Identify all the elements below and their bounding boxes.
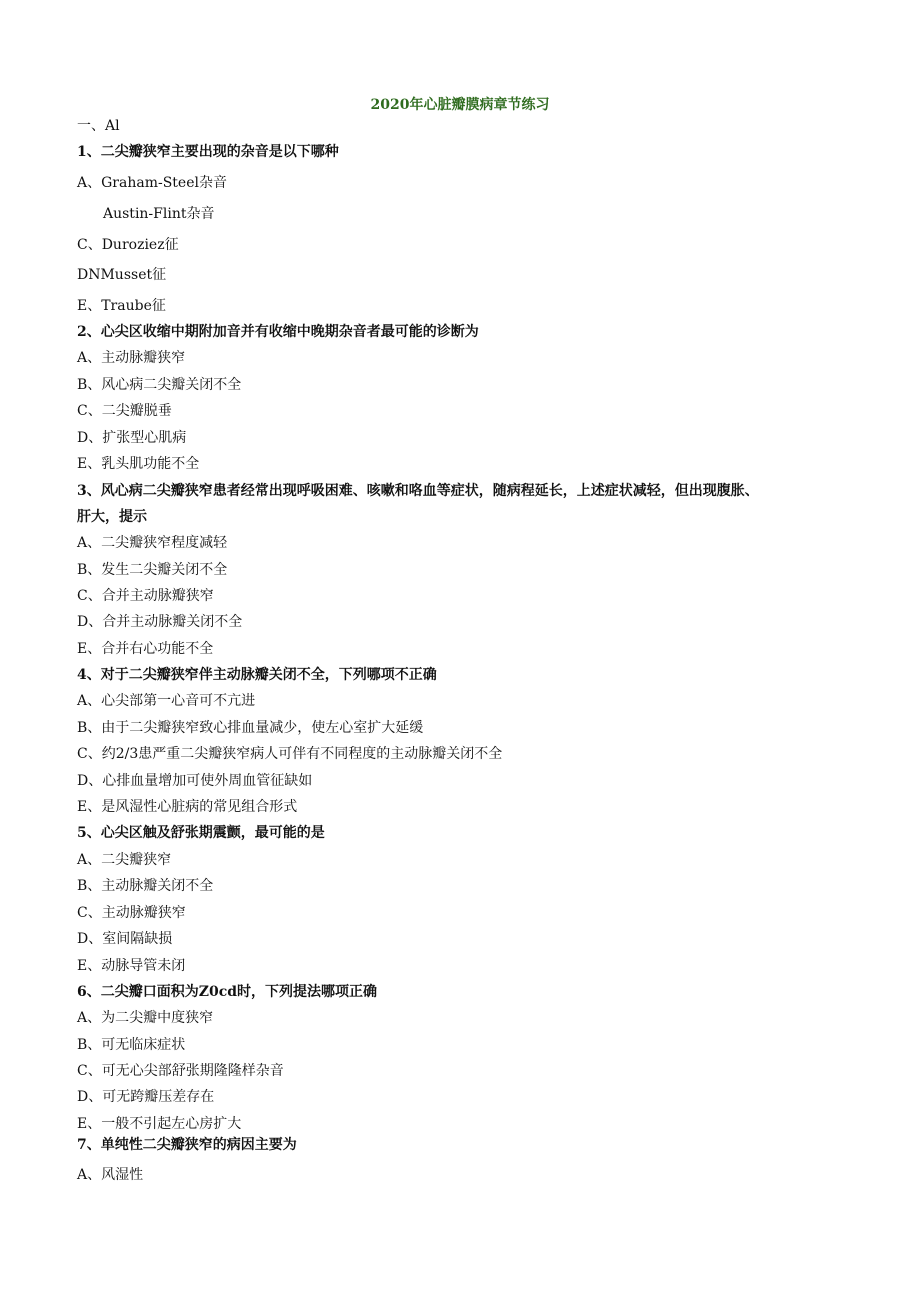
question-2-stem: 2、心尖区收缩中期附加音并有收缩中晚期杂音者最可能的诊断为 <box>77 324 479 340</box>
q3-option-e: E、合并右心功能不全 <box>77 641 214 657</box>
q1-option-b: Austin-Flint杂音 <box>103 206 215 222</box>
question-7-stem: 7、单纯性二尖瓣狭窄的病因主要为 <box>77 1137 297 1153</box>
q6-option-c: C、可无心尖部舒张期隆隆样杂音 <box>77 1063 284 1079</box>
q2-option-d: D、扩张型心肌病 <box>77 430 187 446</box>
q2-option-e: E、乳头肌功能不全 <box>77 456 200 472</box>
question-6-stem: 6、二尖瓣口面积为Z0cd时，下列提法哪项正确 <box>77 984 378 1000</box>
q2-option-a: A、主动脉瓣狭窄 <box>77 350 186 366</box>
question-3-stem-line-1: 3、风心病二尖瓣狭窄患者经常出现呼吸困难、咳嗽和咯血等症状，随病程延长，上述症状减轻，但出现腹胀、 <box>77 483 759 499</box>
q3-option-a: A、二尖瓣狭窄程度减轻 <box>77 535 228 551</box>
q6-option-d: D、可无跨瓣压差存在 <box>77 1089 215 1105</box>
q3-option-b: B、发生二尖瓣关闭不全 <box>77 562 228 578</box>
q4-option-e: E、是风湿性心脏病的常见组合形式 <box>77 799 298 815</box>
q5-option-d: D、室间隔缺损 <box>77 931 173 947</box>
q1-option-a: A、Graham-Steel杂音 <box>77 175 227 191</box>
q5-option-a: A、二尖瓣狭窄 <box>77 852 172 868</box>
q4-option-a: A、心尖部第一心音可不亢进 <box>77 693 256 709</box>
q1-option-c: C、Duroziez征 <box>77 237 179 253</box>
question-5-stem: 5、心尖区触及舒张期震颤，最可能的是 <box>77 825 325 841</box>
q5-option-e: E、动脉导管未闭 <box>77 958 186 974</box>
q1-option-d: DNMusset征 <box>77 267 167 283</box>
question-1-stem: 1、二尖瓣狭窄主要出现的杂音是以下哪种 <box>77 144 339 160</box>
q2-option-c: C、二尖瓣脱垂 <box>77 403 172 419</box>
q6-option-a: A、为二尖瓣中度狭窄 <box>77 1010 214 1026</box>
q4-option-d: D、心排血量增加可使外周血管征缺如 <box>77 773 313 789</box>
q2-option-b: B、风心病二尖瓣关闭不全 <box>77 377 242 393</box>
question-4-stem: 4、对于二尖瓣狭窄伴主动脉瓣关闭不全，下列哪项不正确 <box>77 667 437 683</box>
q5-option-b: B、主动脉瓣关闭不全 <box>77 878 214 894</box>
q6-option-b: B、可无临床症状 <box>77 1037 186 1053</box>
q4-option-c: C、约2/3患严重二尖瓣狭窄病人可伴有不同程度的主动脉瓣关闭不全 <box>77 746 503 762</box>
q3-option-d: D、合并主动脉瓣关闭不全 <box>77 614 243 630</box>
q1-option-e: E、Traube征 <box>77 298 166 314</box>
q4-option-b: B、由于二尖瓣狭窄致心排血量减少，使左心室扩大延缓 <box>77 720 424 736</box>
q7-option-a: A、风湿性 <box>77 1167 144 1183</box>
document-title: 2020年心脏瓣膜病章节练习 <box>370 97 550 113</box>
q3-option-c: C、合并主动脉瓣狭窄 <box>77 588 214 604</box>
q6-option-e: E、一般不引起左心房扩大 <box>77 1116 242 1132</box>
question-3-stem-line-2: 肝大，提示 <box>77 509 147 525</box>
section-heading: 一、Al <box>77 118 120 134</box>
q5-option-c: C、主动脉瓣狭窄 <box>77 905 186 921</box>
